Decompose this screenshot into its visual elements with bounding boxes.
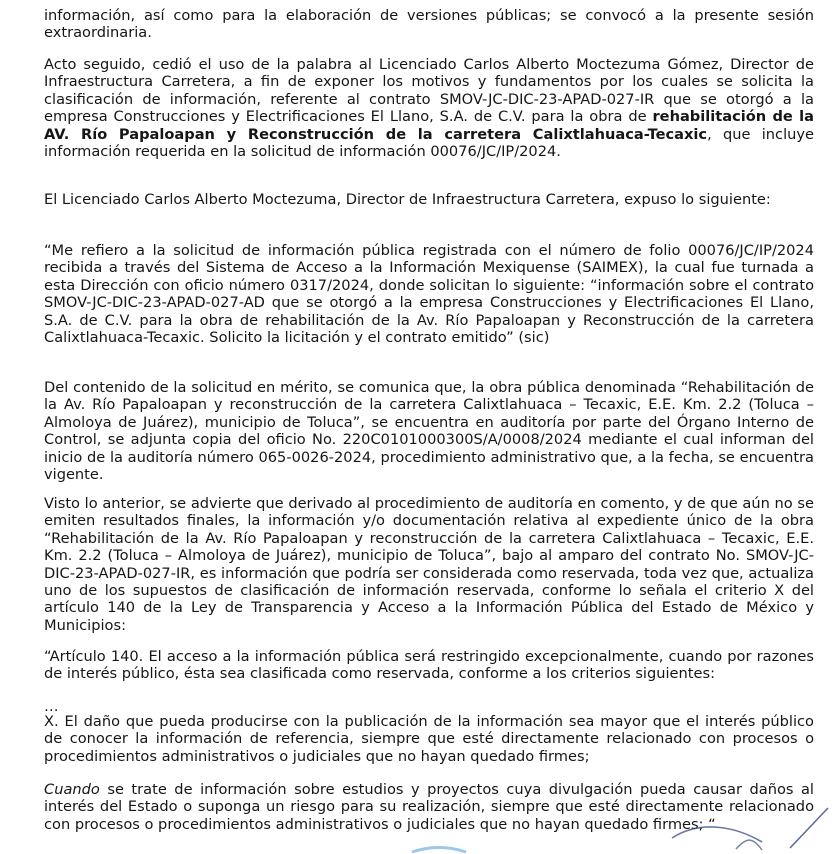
bold-text-run: rehabilitación de la AV. Río Papaloapan y Reconstrucción de la carretera Calixtlahuaca-Tecaxic (44, 108, 814, 143)
text-run: “Artículo 140. El acceso a la información pública será restringido excepcionalmente, cuando por razones de interés público, ésta sea clasificada como reservada, conforme a los criterios siguientes: (44, 648, 814, 683)
text-run: X. El daño que pueda producirse con la publicación de la información sea mayor que el interés público de conocer la información de referencia, siempre que esté directamente relacionado con procesos o procedimientos administrativos o judiciales que no hayan quedado firmes; (44, 713, 814, 765)
text-run: … (44, 698, 59, 715)
paragraph-speaker-intro (44, 56, 814, 160)
paragraph-information-request (44, 242, 814, 346)
text-run: El Licenciado Carlos Alberto Moctezuma, Director de Infraestructura Carretera, expuso lo siguiente: (44, 191, 771, 208)
paragraph-classification-reason (44, 495, 814, 634)
paragraph-session-intro (44, 7, 814, 42)
text-run: Del contenido de la solicitud en mérito, se comunica que, la obra pública denominada “Rehabilitación de la Av. Río Papaloapan y reconstrucción de la carretera Calixtlahuaca – Tecaxic, E.E. Km. 2.2 (Toluca – Almoloya de Juárez), municipio de Toluca”, se encuentra en auditoría por parte del Órgano Interno de Control, se adjunta copia del oficio No. 220C0101000300S/A/0008/2024 mediante el cual informan del inicio de la auditoría número 065-0026-2024, procedimiento administrativo que, a la fecha, se encuentra vigente. (44, 379, 814, 484)
paragraph-article-140 (44, 648, 814, 683)
italic-text-run: Cuando (44, 781, 100, 798)
text-run: , que incluye información requerida en la solicitud de información 00076/JC/IP/2024. (44, 125, 814, 161)
paragraph-director-statement (44, 191, 814, 208)
text-run: se trate de información sobre estudios y proyectos cuya divulgación pueda causar daños al interés del Estado o suponga un riesgo para su realización, siempre que esté directamente relacionado con procesos o procedimientos administrativos o judiciales que no hayan quedado firmes; “ (44, 781, 814, 833)
text-run: “Me refiero a la solicitud de información pública registrada con el número de folio 00076/JC/IP/2024 recibida a través del Sistema de Acceso a la Información Mexiquense (SAIMEX), la cual fue turnada a esta Dirección con oficio número 0317/2024, donde solicitan lo siguiente: “información sobre el contrato SMOV-JC-DIC-23-APAD-027-AD que se otorgó a la empresa Construcciones y Electrificaciones El Llano, S.A. de C.V. para la obra de rehabilitación de la Av. Río Papaloapan y Reconstrucción de la carretera Calixtlahuaca-Tecaxic. Solicito la licitación y el contrato emitido” (sic) (44, 242, 814, 347)
paragraph-audit-status (44, 379, 814, 483)
paragraph-criterion-studies (44, 781, 814, 833)
text-run: información, así como para la elaboración de versiones públicas; se convocó a la presente sesión extraordinaria. (44, 7, 814, 42)
text-run: Visto lo anterior, se advierte que derivado al procedimiento de auditoría en comento, y de que aún no se emiten resultados finales, la información y/o documentación relativa al expediente único de la obra “Rehabilitación de la Av. Río Papaloapan y reconstrucción de la carretera Calixtlahuaca – Tecaxic, E.E. Km. 2.2 (Toluca – Almoloya de Juárez), municipio de Toluca”, bajo al amparo del contrato No. SMOV-JC-DIC-23-APAD-027-IR, es información que podría ser considerada como reservada, toda vez que, actualiza uno de los supuestos de clasificación de información reservada, conforme lo señala el criterio X del artículo 140 de la Ley de Transparencia y Acceso a la Información Pública del Estado de México y Municipios: (44, 495, 814, 634)
text-run: Acto seguido, cedió el uso de la palabra al Licenciado Carlos Alberto Moctezuma Gómez, Director de Infraestructura Carretera, a fin de exponer los motivos y fundamentos por los cuales se solicita la clasificación de información, referente al contrato SMOV-JC-DIC-23-APAD-027-IR que se otorgó a la empresa Construcciones y Electrificaciones El Llano, S.A. de C.V. para la obra de (44, 56, 814, 126)
paragraph-criterion-x (44, 713, 814, 765)
